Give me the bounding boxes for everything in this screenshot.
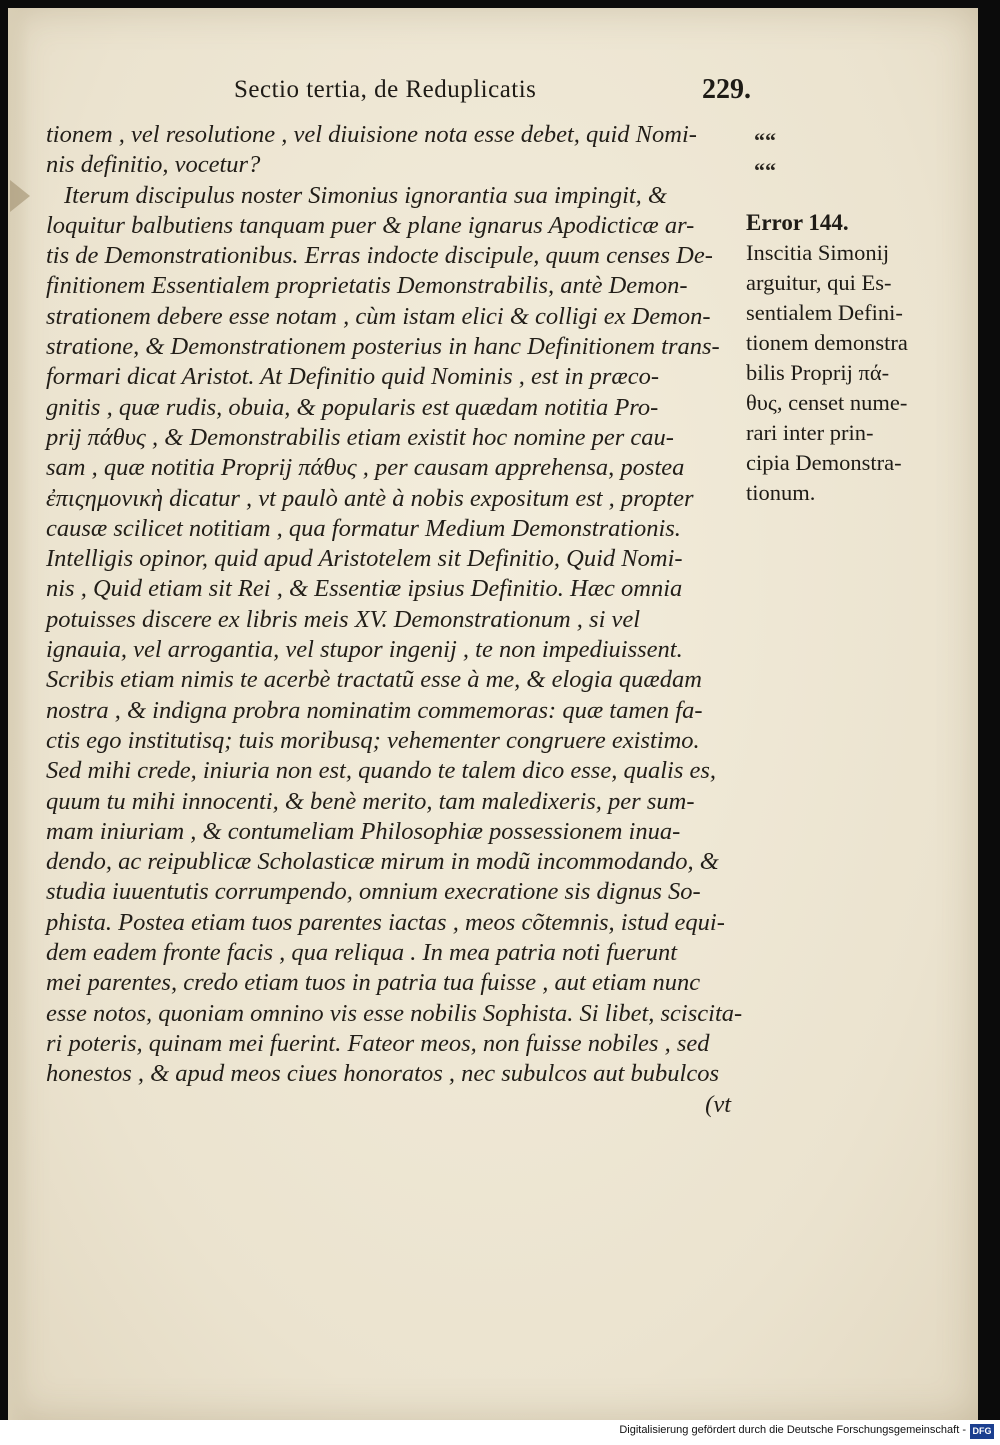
quote-mark: ““ — [754, 128, 776, 153]
text-line: Sed mihi crede, iniuria non est, quando te talem dico esse, qualis es, — [46, 757, 717, 785]
quote-mark: ““ — [754, 158, 776, 183]
text-line: esse notos, quoniam omnino vis esse nobilis Sophista. Si libet, sciscita- — [46, 999, 743, 1027]
text-line: sam , quæ notitia Proprij πάθυς , per causam apprehensa, postea — [46, 454, 685, 482]
text-line: stratione, & Demonstrationem posterius in hanc Definitionem trans- — [46, 333, 720, 361]
marginal-note-line: bilis Proprij πά- — [746, 360, 890, 385]
text-line: phista. Postea etiam tuos parentes iactas , meos cõtemnis, istud equi- — [46, 908, 725, 936]
scanned-page — [8, 8, 978, 1420]
marginal-note-line: cipia Demonstra- — [746, 450, 902, 475]
text-line: formari dicat Aristot. At Definitio quid Nominis , est in præco- — [46, 363, 659, 391]
marginal-note-line: tionem demonstra — [746, 330, 908, 355]
dfg-logo-icon: DFG — [970, 1424, 994, 1439]
text-line: finitionem Essentialem proprietatis Demonstrabilis, antè Demon- — [46, 272, 688, 300]
text-line: nostra , & indigna probra nominatim commemoras: quæ tamen fa- — [46, 696, 703, 724]
text-line: Iterum discipulus noster Simonius ignorantia sua impingit, & — [64, 181, 667, 209]
text-line: ignauia, vel arrogantia, vel stupor ingenij , te non impediuissent. — [46, 636, 683, 664]
text-line: nis definitio, vocetur? — [46, 151, 261, 179]
text-line: studia iuuentutis corrumpendo, omnium execratione sis dignus So- — [46, 878, 701, 906]
text-line: quum tu mihi innocenti, & benè merito, tam maledixeris, per sum- — [46, 787, 695, 815]
text-line: loquitur balbutiens tanquam puer & plane ignarus Apodicticæ ar- — [46, 211, 695, 239]
marginal-note-line: Inscitia Simonij — [746, 240, 890, 265]
page-header — [8, 76, 978, 112]
text-line: nis , Quid etiam sit Rei , & Essentiæ ipsius Definitio. Hæc omnia — [46, 575, 683, 603]
page-fold-shadow — [8, 8, 30, 1420]
marginal-note-line: arguitur, qui Es- — [746, 270, 892, 295]
text-line: gnitis , quæ rudis, obuia, & popularis est quædam notitia Pro- — [46, 393, 659, 421]
marginal-note-line: θυς, censet nume- — [746, 390, 908, 415]
marginal-note — [746, 208, 916, 508]
catchword: (vt — [705, 1090, 731, 1118]
marginal-note-line: sentialem Defini- — [746, 300, 903, 325]
text-line: tionem , vel resolutione , vel diuisione nota esse debet, quid Nomi- — [46, 121, 697, 148]
body-text — [46, 120, 751, 1120]
text-line: Scribis etiam nimis te acerbè tractatũ esse à me, & elogia quædam — [46, 666, 702, 694]
text-line: ἐπιςημονικὴ dicatur , vt paulò antè à nobis expositum est , propter — [46, 484, 694, 512]
text-line: mam iniuriam , & contumeliam Philosophiæ possessionem inua- — [46, 817, 681, 845]
running-title: Sectio tertia, de Reduplicatis — [234, 76, 537, 103]
text-line: dendo, ac reipublicæ Scholasticæ mirum in modũ incommodando, & — [46, 848, 719, 876]
text-line: dem eadem fronte facis , qua reliqua . In mea patria noti fuerunt — [46, 939, 678, 967]
text-line: mei parentes, credo etiam tuos in patria tua fuisse , aut etiam nunc — [46, 969, 701, 997]
funding-credit: Digitalisierung gefördert durch die Deutsche Forschungsgemeinschaft - — [619, 1424, 966, 1436]
marginal-note-line: tionum. — [746, 480, 816, 505]
text-line: ctis ego institutisq; tuis moribusq; vehementer congruere existimo. — [46, 726, 700, 754]
digitization-footer — [0, 1420, 1000, 1445]
marginal-note-heading: Error 144. — [746, 210, 849, 235]
quote-marks — [754, 126, 776, 186]
text-line: tis de Demonstrationibus. Erras indocte discipule, quum censes De- — [46, 242, 713, 270]
text-line: potuisses discere ex libris meis XV. Demonstrationum , si vel — [46, 605, 641, 633]
text-line: honestos , & apud meos ciues honoratos , nec subulcos aut bubulcos — [46, 1060, 720, 1088]
text-line: strationem debere esse notam , cùm istam elici & colligi ex Demon- — [46, 302, 711, 330]
text-line: prij πάθυς , & Demonstrabilis etiam existit hoc nomine per cau- — [46, 423, 674, 451]
text-line: causæ scilicet notitiam , qua formatur Medium Demonstrationis. — [46, 514, 681, 542]
text-line: ri poteris, quinam mei fuerint. Fateor meos, non fuisse nobiles , sed — [46, 1029, 710, 1057]
text-line: Intelligis opinor, quid apud Aristotelem sit Definitio, Quid Nomi- — [46, 545, 683, 573]
page-number: 229. — [702, 74, 751, 105]
marginal-note-line: rari inter prin- — [746, 420, 874, 445]
